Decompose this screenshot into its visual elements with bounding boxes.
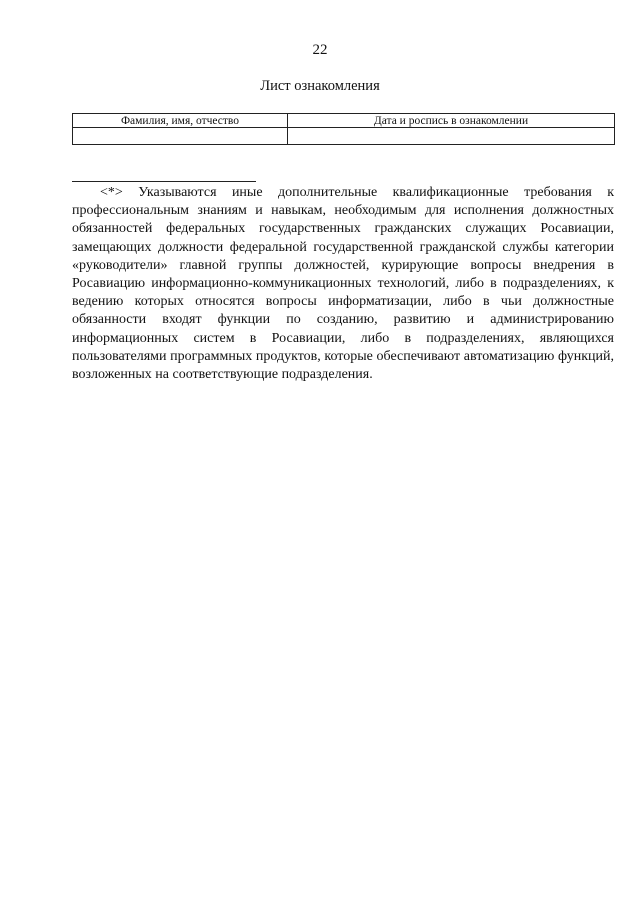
table-header-row (73, 114, 615, 128)
footnote-text: <*> Указываются иные дополнительные квалификационные требования к профессиональным знаниям и навыкам, необходимым для исполнения должностных обязанностей федеральных государственных гражданских служащих Росавиации, замещающих должности федеральной государственной гражданской службы категории «руководители» главной группы должностей, курирующие вопросы внедрения в Росавиацию информационно-коммуникационных технологий, либо в подразделениях, к ведению которых относятся вопросы информатизации, либо в чьи должностные обязанности входят функции по созданию, развитию и администрированию информационных систем в Росавиации, либо в подразделениях, являющихся пользователями программных продуктов, которые обеспечивают автоматизацию функций, возложенных на соответствующие подразделения. (72, 185, 614, 383)
footnote-divider (72, 181, 256, 182)
table-cell-date-signature[interactable] (288, 128, 615, 145)
column-header-date-signature: Дата и роспись в ознакомлении (288, 114, 615, 128)
table-cell-full-name[interactable] (73, 128, 288, 145)
acknowledgement-table (72, 113, 615, 145)
column-header-full-name: Фамилия, имя, отчество (73, 114, 288, 128)
table-row (73, 128, 615, 145)
page-title: Лист ознакомления (260, 78, 380, 94)
page-number: 22 (312, 42, 328, 58)
